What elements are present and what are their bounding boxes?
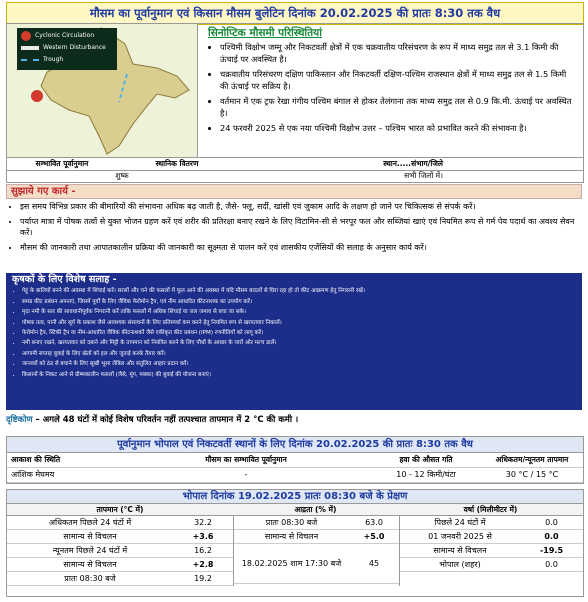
synoptic-panel [6, 23, 584, 159]
synoptic-item: • पश्चिमी विक्षोभ जम्मू और निकटवर्ती क्षेत्रों में एक चक्रवातीय परिसंचरण के रूप में माध्य समुद्र तल से 3.1 किमी की ऊंचाई पर अवस्थित है। [220, 41, 577, 65]
rain-label: पिछले 24 घंटों में [434, 518, 486, 527]
farmer-advice-item: • पोषक तत्व, पानी और सूर्य के प्रकाश जैसे आवश्यक संसाधनों के लिए प्रतिस्पर्धा कम करने हेतु नियमित रूप से खरपतवार निकालें। [22, 318, 576, 328]
forecast-columns-values [6, 170, 584, 183]
suggestion-item: • पर्याप्त मात्रा में पोषक तत्वों से युक्त भोजन ग्रहण करें एवं शरीर की प्रतिरक्षा बनाए रखने के लिए विटामिन-सी से भरपूर फल और सब्जियां खाएं एवं नियमित रूप से गर्म पेय पदार्थ का अवश्य सेवन करें। [20, 216, 582, 238]
bulletin-title [6, 2, 584, 25]
temp-value: +3.6 [192, 532, 214, 541]
fc-value-sky: आंशिक मेघमय [11, 470, 55, 479]
legend-cyclonic: Cyclonic Circulation [35, 32, 95, 39]
temp-value: 32.2 [194, 518, 212, 527]
farmer-advice-item: • समग्र कीट प्रबंधन अपनाएं, जिसमें पूर्वों के लिए जैविक फेरोमोन ट्रैप, एवं नीम आधारित कीटनाशक का उपयोग करें। [22, 297, 576, 307]
obs-header-humidity: आद्रता (% में) [294, 505, 337, 514]
table-row [400, 544, 583, 558]
temp-label: सामान्य से विचलन [63, 532, 117, 541]
outlook-text: – अगले 48 घंटों में कोई विशेष परिवर्तन नहीं तत्पश्चात तापमान में 2 °C की कमी । [35, 415, 299, 425]
table-row [234, 516, 399, 530]
rain-label: 01 जनवरी 2025 से [428, 532, 492, 541]
hum-value: 45 [368, 559, 380, 568]
outlook-line [6, 414, 582, 425]
col-forecast: सम्भावित पूर्वानुमान [35, 159, 89, 168]
hum-value: 63.0 [365, 518, 383, 527]
hum-value: +5.0 [363, 532, 385, 541]
rain-value: 0.0 [545, 518, 558, 527]
fc-header-wind: हवा की औसत गति [399, 455, 453, 464]
temp-label: सामान्य से विचलन [63, 560, 117, 569]
col-distribution: स्थानिक वितरण [155, 159, 199, 168]
farmer-advice-item: • फेरोमोन ट्रैप, स्टिकी ट्रैप या नीम-आधारित जैविक कीटनाशकों जैसे एकीकृत कीट प्रबंधन (IPM) रणनीतियों को लागू करें। [22, 328, 576, 338]
table-row [7, 544, 233, 558]
map-legend [17, 28, 117, 70]
weather-map [7, 24, 198, 158]
table-row [400, 558, 583, 572]
observation-title: भोपाल दिनांक 19.02.2025 प्रातः 08:30 बजे के प्रेक्षण [7, 490, 583, 504]
rain-value: 0.0 [545, 560, 558, 569]
rainfall-column [400, 516, 583, 586]
temperature-column [7, 516, 234, 586]
bulletin-title-text: मौसम का पूर्वानुमान एवं किसान मौसम बुलेटिन दिनांक 20.02.2025 की प्रातः 8:30 तक वैध [89, 6, 501, 20]
temp-label: अधिकतम पिछले 24 घंटों में [48, 518, 132, 527]
observation-body [7, 516, 583, 586]
farmer-advice-item: • जानवरों को ठंड से बचाने के लिए सूखी भूसा लेबिल और संतुलित आहार प्रदान करें। [22, 359, 576, 369]
suggestion-item: • इस समय विभिन्न प्रकार की बीमारियों की संभावना अधिक बढ़ जाती है, जैसे- फ्लू, सर्दी, खांसी एवं जुकाम आदि के लक्षण हो जाने पर चिकित्सक से संपर्क करें। [20, 201, 582, 212]
forecast-table-title: पूर्वानुमान भोपाल एवं निकटवर्ती स्थानों के लिए दिनांक 20.02.2025 की प्रातः 8:30 तक वैध [7, 437, 583, 453]
hum-label: 18.02.2025 शाम 17:30 बजे [241, 559, 342, 568]
fc-value-temp: 30 °C / 15 °C [505, 470, 559, 479]
observation-table [6, 489, 584, 597]
farmer-advice-panel [6, 273, 582, 410]
legend-trough: Trough [43, 56, 64, 63]
fc-header-weather: मौसम का सम्भावित पूर्वानुमान [205, 455, 287, 464]
hum-label: सामान्य से विचलन [264, 532, 319, 541]
forecast-columns-header [6, 157, 584, 171]
hum-label: प्रातः 08:30 बजे [265, 518, 318, 527]
col-location: स्थान.....संभाग/जिले [383, 159, 443, 168]
humidity-column [234, 516, 400, 586]
table-row [400, 516, 583, 530]
value-forecast: शुष्क [115, 171, 129, 180]
obs-header-rain: वर्षा (मिलीमीटर में) [463, 505, 518, 514]
western-disturbance-icon [21, 46, 39, 50]
rain-label: सामान्य से विचलन [433, 546, 487, 555]
farmer-advice-item: • नमी बनाए रखने, खरपतवार को दबाने और मिट्टी के तापमान को नियंत्रित करने के लिए पौधों के आधार के चारों ओर मल्च डालें। [22, 338, 576, 348]
suggestions-title: सुझाये गए कार्य - [6, 184, 582, 199]
temp-value: 19.2 [194, 574, 212, 583]
value-location: सभी जिलों में। [404, 171, 443, 180]
temp-label: प्रातः 08:30 बजे [64, 574, 116, 583]
fc-value-wind: 10 - 12 किमी/घंटा [396, 470, 456, 479]
farmer-advice-item: • मृदा नमी के स्तर की सावधानीपूर्वक निगरानी करें ताकि फसलों में अधिक सिंचाई या जल जमाव से बचा जा सके। [22, 307, 576, 317]
table-row [234, 544, 399, 584]
farmer-advice-title: कृषकों के लिए विशेष सलाह - [12, 274, 117, 285]
rain-value: 0.0 [544, 532, 559, 541]
outlook-label: दृष्टिकोण [6, 415, 33, 425]
synoptic-item: • 24 फरवरी 2025 से एक नया पश्चिमी विक्षोभ उत्तर – पश्चिम भारत को प्रभावित करने की संभावना है। [220, 122, 577, 134]
fc-value-weather: - [244, 470, 248, 479]
farmer-advice-item: • किसानों के निकट आने से ग्रीष्मकालीन फसलों (जैसे, मूंग, मक्का) की बुवाई की योजना बनाएं। [22, 370, 576, 380]
table-row [400, 530, 583, 544]
temp-value: 16.2 [194, 546, 212, 555]
rain-label: भोपाल (शहर) [439, 560, 481, 569]
farmer-advice-item: • गेहूं के बालियों बनने की अवस्था में सिंचाई करें। सरसों और चने की फसलों में फूल आने की अवस्था में यदि मौसम बादलों से घिरा रहा हो तो कीट आक्रमण हेतु निगरानी रखें। [22, 286, 576, 296]
table-row [7, 572, 233, 586]
temp-value: +2.8 [192, 560, 214, 569]
synoptic-item: • चक्रवातीय परिसंचरण दक्षिण पाकिस्तान और निकटवर्ती दक्षिण-पश्चिम राजस्थान क्षेत्रों में माध्य समुद्र तल से 1.5 किमी की ऊंचाई पर सक्रिय है। [220, 68, 577, 92]
rain-value: -19.5 [539, 546, 564, 555]
table-row [234, 530, 399, 544]
table-row [7, 530, 233, 544]
farmer-advice-list [12, 286, 576, 380]
legend-wd: Western Disturbance [43, 44, 106, 51]
forecast-table-header [7, 453, 583, 468]
fc-header-temp: अधिकतम/न्यूनतम तापमान [495, 455, 569, 464]
suggestions-list [6, 201, 582, 253]
forecast-table [6, 436, 584, 484]
suggestion-item: • मौसम की जानकारी तथा आपातकालीन प्रक्रिया की जानकारी का सूक्ष्मता से पालन करें एवं शासकीय एजेंसियों की सलाह के अनुसार कार्य करें। [20, 242, 582, 253]
suggestions-panel [6, 184, 582, 272]
table-row [7, 558, 233, 572]
table-row [7, 516, 233, 530]
cyclonic-circulation-icon [21, 31, 31, 41]
synoptic-title: सिनोप्टिक मौसमी परिस्थितियां [208, 27, 322, 39]
farmer-advice-item: • आगामी सप्ताह बुवाई के लिए खेतों को हल और जुताई करके तैयार करें। [22, 349, 576, 359]
forecast-table-values [7, 468, 583, 483]
synoptic-list [208, 41, 577, 134]
fc-header-sky: आकाश की स्थिति [11, 455, 61, 464]
temp-label: न्यूनतम पिछले 24 घंटों में [52, 546, 128, 555]
synoptic-text [198, 24, 583, 158]
observation-header [7, 504, 583, 516]
obs-header-temp: तापमान (°C में) [96, 505, 144, 514]
trough-icon [21, 59, 39, 61]
synoptic-item: • वर्तमान में एक ट्रफ रेखा गंगीय पश्चिम बंगाल से होकर तेलंगाना तक माध्य समुद्र तल से 0.9 कि.मी. ऊंचाई पर अवस्थित है। [220, 95, 577, 119]
